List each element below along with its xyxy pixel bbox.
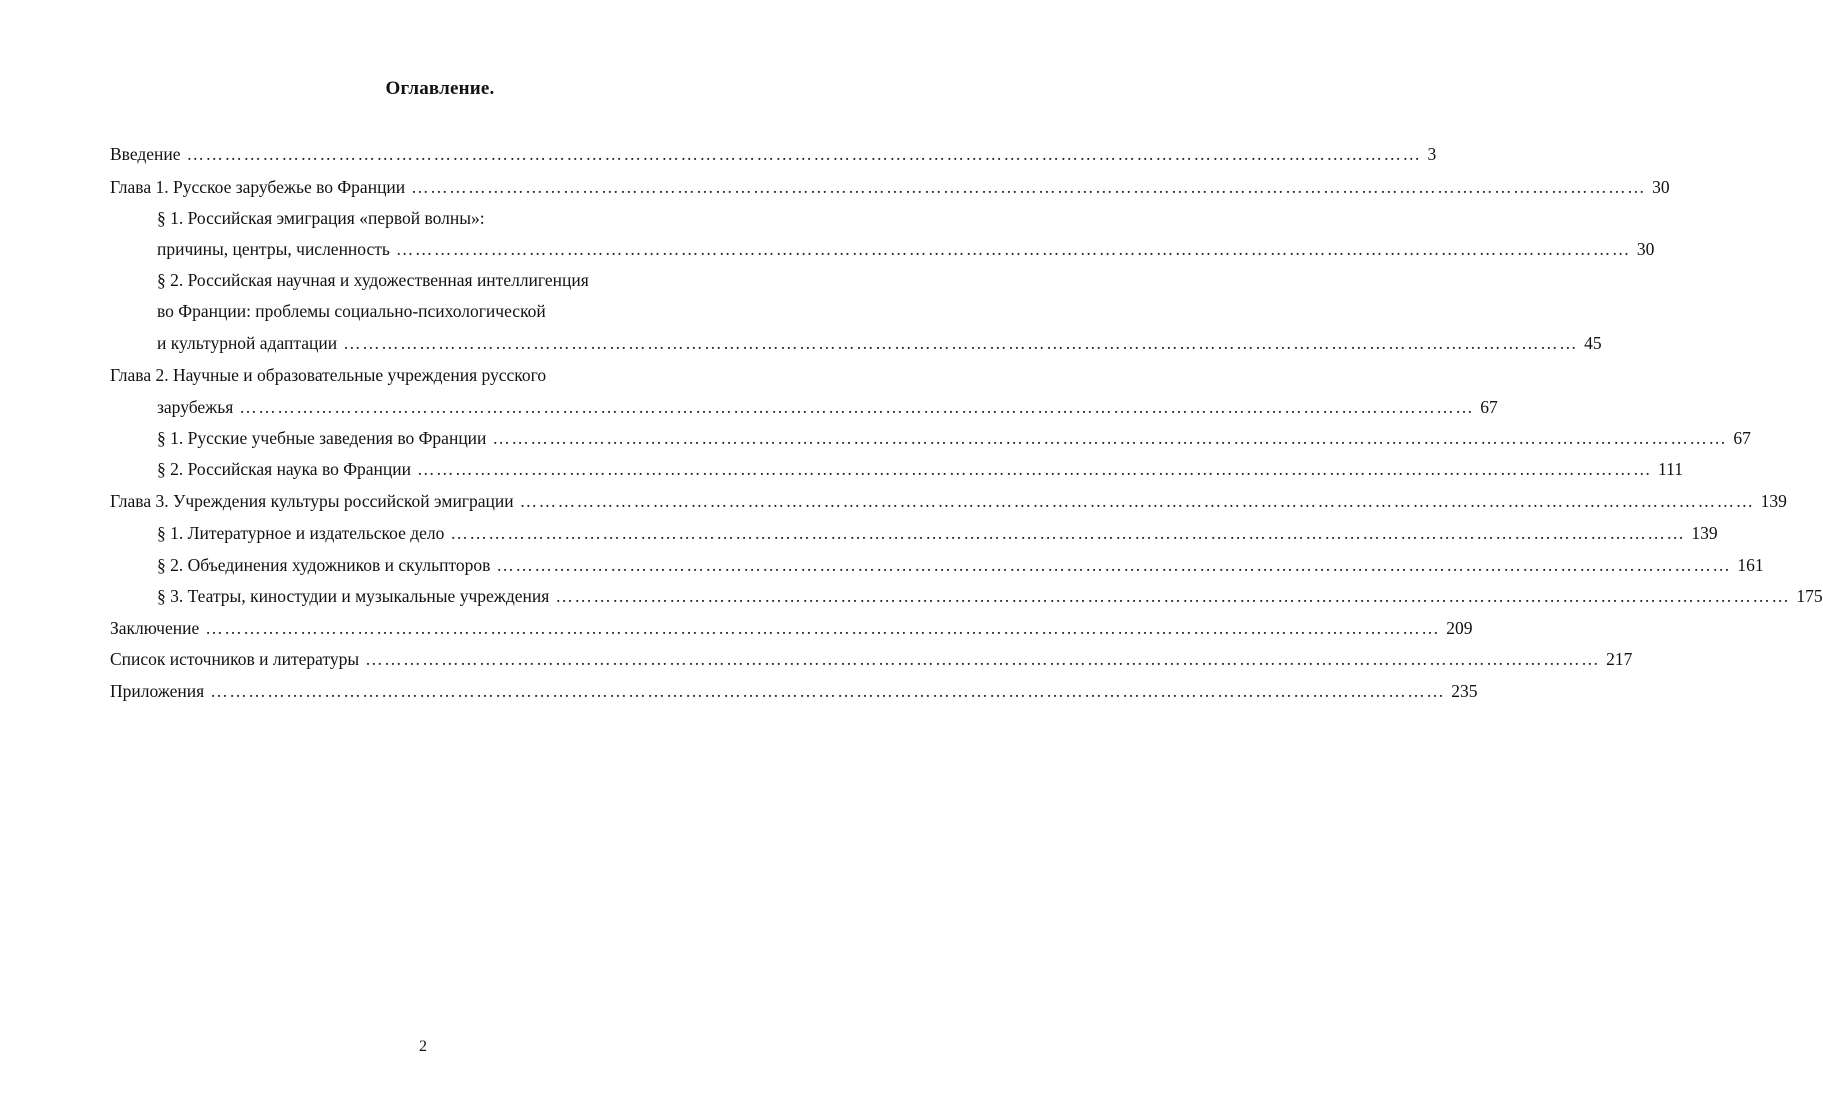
toc-dot-leader: ……………………………………………………………………………………………………………………………………………………………………………	[343, 333, 1579, 353]
toc-dot-leader: ……………………………………………………………………………………………………………………………………………………………………………	[205, 618, 1441, 638]
toc-entry-chapter-2	[110, 363, 688, 387]
toc-entry-page: 111	[1658, 459, 1683, 479]
toc-entry-chapter-2-cont	[157, 395, 1498, 419]
toc-entry-sources	[110, 647, 1633, 671]
toc-entry-chapter-3	[110, 489, 1787, 513]
toc-dot-leader: ……………………………………………………………………………………………………………………………………………………………………………	[365, 649, 1601, 669]
toc-entry-section-1-2-cont	[157, 299, 677, 323]
toc-entry-label: зарубежья	[157, 397, 234, 417]
toc-entry-label: § 2. Российская наука во Франции	[157, 459, 412, 479]
toc-entry-label: и культурной адаптации	[157, 333, 338, 353]
toc-entry-section-1-1-cont	[157, 237, 1655, 261]
toc-entry-page: 217	[1606, 649, 1633, 669]
toc-entry-label: § 1. Литературное и издательское дело	[157, 523, 445, 543]
toc-entry-label: § 1. Русские учебные заведения во Франции	[157, 428, 487, 448]
toc-entry-section-3-2	[157, 553, 1764, 577]
toc-entry-introduction	[110, 142, 1437, 166]
toc-entry-page: 139	[1760, 491, 1787, 511]
toc-entry-label: § 2. Российская научная и художественная интеллигенция	[157, 270, 589, 290]
toc-entry-section-2-1	[157, 426, 1751, 450]
toc-entry-label: Глава 1. Русское зарубежье во Франции	[110, 177, 406, 197]
toc-entry-label: § 2. Объединения художников и скульпторов	[157, 555, 491, 575]
toc-entry-chapter-1	[110, 175, 1670, 199]
toc-entry-page: 235	[1451, 681, 1478, 701]
toc-entry-page: 175	[1796, 586, 1823, 606]
toc-entry-section-1-2-end	[157, 331, 1602, 355]
toc-dot-leader: ……………………………………………………………………………………………………………………………………………………………………………	[496, 555, 1732, 575]
toc-entry-label: Приложения	[110, 681, 205, 701]
page-number: 2	[419, 1038, 427, 1055]
toc-entry-label: § 1. Российская эмиграция «первой волны»:	[157, 208, 485, 228]
toc-dot-leader: ……………………………………………………………………………………………………………………………………………………………………………	[411, 177, 1647, 197]
toc-entry-page: 3	[1427, 144, 1437, 164]
toc-entry-page: 45	[1584, 333, 1602, 353]
toc-entry-section-1-2	[157, 268, 688, 292]
toc-entry-page: 67	[1480, 397, 1498, 417]
toc-entry-label: причины, центры, численность	[157, 239, 390, 259]
toc-entry-label: во Франции: проблемы социально-психологической	[157, 301, 546, 321]
toc-entry-section-3-1	[157, 521, 1718, 545]
toc-dot-leader: ……………………………………………………………………………………………………………………………………………………………………………	[555, 586, 1791, 606]
toc-entry-page: 67	[1733, 428, 1751, 448]
page-title: Оглавление.	[385, 78, 495, 99]
toc-dot-leader: ……………………………………………………………………………………………………………………………………………………………………………	[210, 681, 1446, 701]
toc-entry-page: 30	[1636, 239, 1655, 259]
toc-entry-section-1-1	[157, 206, 677, 230]
toc-dot-leader: ……………………………………………………………………………………………………………………………………………………………………………	[519, 491, 1755, 511]
toc-dot-leader: ……………………………………………………………………………………………………………………………………………………………………………	[186, 144, 1422, 164]
toc-dot-leader: ……………………………………………………………………………………………………………………………………………………………………………	[239, 397, 1475, 417]
toc-dot-leader: ……………………………………………………………………………………………………………………………………………………………………………	[417, 459, 1653, 479]
toc-entry-conclusion	[110, 616, 1473, 640]
toc-dot-leader: ……………………………………………………………………………………………………………………………………………………………………………	[450, 523, 1686, 543]
toc-dot-leader: ……………………………………………………………………………………………………………………………………………………………………………	[492, 428, 1728, 448]
toc-entry-page: 161	[1737, 555, 1764, 575]
toc-entry-label: Список источников и литературы	[110, 649, 360, 669]
toc-entry-page: 30	[1652, 177, 1670, 197]
toc-entry-appendices	[110, 679, 1478, 703]
toc-entry-label: Введение	[110, 144, 181, 164]
toc-entry-page: 139	[1691, 523, 1718, 543]
toc-entry-label: Глава 2. Научные и образовательные учреждения русского	[110, 365, 547, 385]
toc-entry-label: § 3. Театры, киностудии и музыкальные учреждения	[157, 586, 550, 606]
toc-entry-section-2-2	[157, 457, 1683, 481]
toc-dot-leader: ……………………………………………………………………………………………………………………………………………………………………………	[395, 239, 1631, 259]
toc-entry-page: 209	[1446, 618, 1473, 638]
toc-entry-section-3-3	[157, 584, 1823, 608]
toc-entry-label: Глава 3. Учреждения культуры российской эмиграции	[110, 491, 514, 511]
toc-entry-label: Заключение	[110, 618, 200, 638]
